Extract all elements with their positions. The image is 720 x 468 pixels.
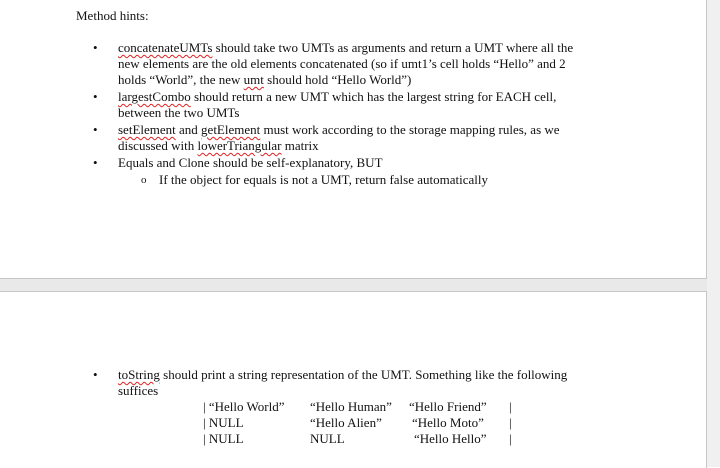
grid-cell: | NULL — [203, 415, 244, 430]
tostring-bullet-list — [93, 367, 613, 400]
bullet-icon: • — [93, 155, 98, 170]
grid-cell: | — [509, 399, 512, 414]
spellcheck-flagged-word: setElement — [118, 122, 176, 137]
hint-bullet-item — [93, 155, 613, 188]
grid-cell: “Hello Alien” — [310, 415, 382, 430]
text-line — [118, 367, 613, 383]
sub-bullet-icon: o — [141, 174, 147, 186]
text-run: should take two UMTs as arguments and return a UMT where all the — [212, 40, 574, 55]
spellcheck-flagged-word: toString — [118, 367, 160, 382]
hint-bullet-item — [93, 122, 613, 154]
text-run: discussed with — [118, 138, 198, 153]
text-run: should hold “Hello World”) — [263, 72, 412, 87]
bullet-icon: • — [93, 122, 98, 137]
text-run: suffices — [118, 383, 159, 398]
grid-cell: “Hello Friend” — [409, 399, 487, 414]
spellcheck-flagged-word: concatenateUMTs — [118, 40, 213, 55]
scrollbar-track[interactable] — [707, 0, 720, 467]
text-line — [118, 155, 613, 171]
hint-bullet-list — [93, 40, 613, 189]
text-run: matrix — [281, 138, 319, 153]
text-run: between the two UMTs — [118, 105, 240, 120]
spellcheck-flagged-word: largestCombo — [118, 89, 191, 104]
grid-cell: | — [509, 431, 512, 446]
grid-cell: “Hello Human” — [310, 399, 392, 414]
document-page-2 — [0, 291, 707, 468]
text-line — [118, 40, 613, 56]
text-run: should return a new UMT which has the largest string for EACH cell, — [190, 89, 557, 104]
text-run: Equals and Clone should be self-explanatory, BUT — [118, 155, 383, 170]
text-line — [118, 89, 613, 105]
text-line — [118, 383, 613, 399]
text-line — [118, 56, 613, 72]
hint-bullet-item — [93, 40, 613, 88]
sub-bullet-text: If the object for equals is not a UMT, return false automatically — [159, 172, 488, 187]
text-run: and — [175, 122, 202, 137]
bullet-icon: • — [93, 367, 98, 382]
spellcheck-flagged-word: getElement — [201, 122, 261, 137]
page-gap — [0, 279, 720, 291]
text-line — [118, 138, 613, 154]
text-line — [118, 122, 613, 138]
grid-cell: “Hello Hello” — [414, 431, 487, 446]
grid-cell: | “Hello World” — [203, 399, 285, 414]
text-run: must work according to the storage mapping rules, as we — [260, 122, 560, 137]
text-run: new elements are the old elements concatenated (so if umt1’s cell holds “Hello” and 2 — [118, 56, 566, 71]
method-hints-heading: Method hints: — [76, 8, 149, 23]
grid-cell: | NULL — [203, 431, 244, 446]
text-run: holds “World”, the new — [118, 72, 244, 87]
grid-cell: NULL — [310, 431, 345, 446]
sub-bullet-item — [118, 172, 613, 188]
bullet-icon: • — [93, 40, 98, 55]
spellcheck-flagged-word: umt — [243, 72, 264, 87]
text-line — [118, 105, 613, 121]
grid-cell: “Hello Moto” — [412, 415, 484, 430]
tostring-bullet-item — [93, 367, 613, 399]
hint-bullet-item — [93, 89, 613, 121]
spellcheck-flagged-word: lowerTriangular — [197, 138, 282, 153]
bullet-icon: • — [93, 89, 98, 104]
grid-cell: | — [509, 415, 512, 430]
text-line — [118, 72, 613, 88]
text-run: should print a string representation of the UMT. Something like the following — [159, 367, 568, 382]
